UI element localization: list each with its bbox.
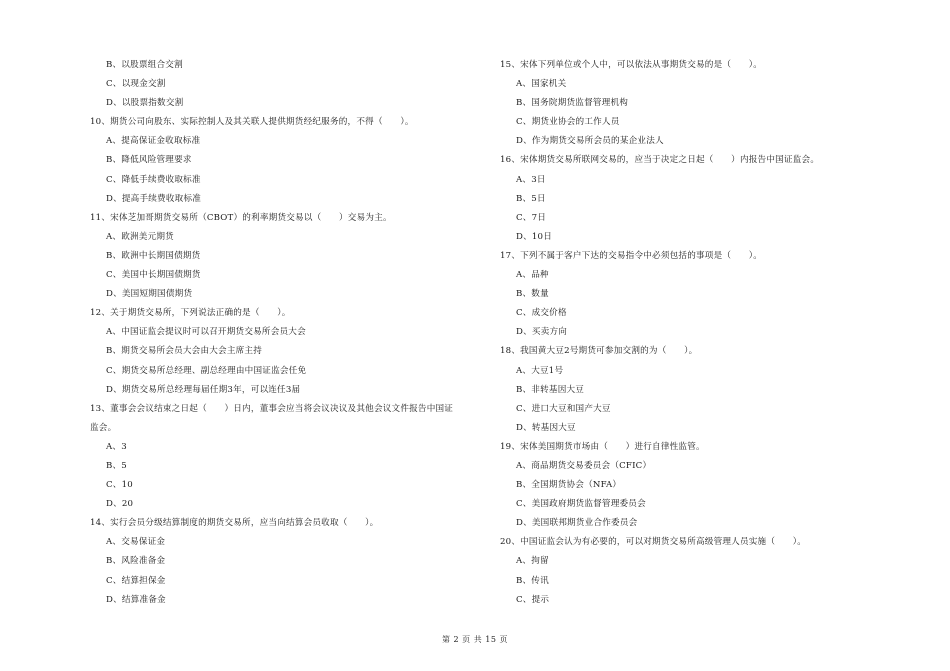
question-text: 20、中国证监会认为有必要的，可以对期货交易所高级管理人员实施（ ）。 xyxy=(500,537,807,548)
answer-option: C、期货交易所总经理、副总经理由中国证监会任免 xyxy=(106,365,307,376)
question-text: 14、实行会员分级结算制度的期货交易所，应当向结算会员收取（ ）。 xyxy=(90,518,379,529)
answer-option: D、美国联邦期货业合作委员会 xyxy=(516,518,638,529)
answer-option: A、欧洲美元期货 xyxy=(106,231,174,242)
question-text: 18、我国黄大豆2号期货可参加交割的为（ ）。 xyxy=(500,346,698,357)
answer-option: B、传讯 xyxy=(516,575,549,586)
answer-option: A、提高保证金收取标准 xyxy=(106,136,201,147)
answer-option: C、结算担保金 xyxy=(106,575,166,586)
left-column xyxy=(90,56,480,610)
answer-option: D、转基因大豆 xyxy=(516,422,576,433)
answer-option: C、期货业协会的工作人员 xyxy=(516,117,620,128)
answer-option: A、商品期货交易委员会（CFIC） xyxy=(516,460,652,471)
answer-option: A、中国证监会提议时可以召开期货交易所会员大会 xyxy=(106,327,306,338)
answer-option: C、10 xyxy=(106,480,133,491)
answer-option: B、期货交易所会员大会由大会主席主持 xyxy=(106,346,263,357)
right-column xyxy=(500,56,890,610)
answer-option: D、以股票指数交割 xyxy=(106,98,184,109)
answer-option: A、3日 xyxy=(516,174,546,185)
answer-option: A、品种 xyxy=(516,270,549,281)
answer-option: B、以股票组合交割 xyxy=(106,60,183,70)
answer-option: C、提示 xyxy=(516,594,550,605)
answer-option: C、进口大豆和国产大豆 xyxy=(516,403,611,414)
answer-option: A、大豆1号 xyxy=(516,365,564,376)
answer-option: C、成交价格 xyxy=(516,308,567,319)
answer-option: D、美国短期国债期货 xyxy=(106,289,193,300)
answer-option: B、欧洲中长期国债期货 xyxy=(106,250,201,261)
answer-option: B、全国期货协会（NFA） xyxy=(516,480,622,491)
answer-option: B、国务院期货监督管理机构 xyxy=(516,98,629,109)
answer-option: A、国家机关 xyxy=(516,79,567,90)
question-text-continued: 监会。 xyxy=(90,422,117,433)
answer-option: C、7日 xyxy=(516,212,547,223)
question-text: 19、宋体美国期货市场由（ ）进行自律性监管。 xyxy=(500,441,705,452)
answer-option: D、10日 xyxy=(516,231,553,242)
answer-option: B、降低风险管理要求 xyxy=(106,155,192,166)
answer-option: D、期货交易所总经理每届任期3年，可以连任3届 xyxy=(106,384,301,395)
answer-option: B、5 xyxy=(106,460,127,471)
answer-option: D、买卖方向 xyxy=(516,327,568,338)
answer-option: B、风险准备金 xyxy=(106,556,166,567)
answer-option: A、交易保证金 xyxy=(106,537,166,548)
answer-option: C、以现金交割 xyxy=(106,79,166,90)
question-text: 17、下列不属于客户下达的交易指令中必须包括的事项是（ ）。 xyxy=(500,250,763,261)
answer-option: B、非转基因大豆 xyxy=(516,384,585,395)
answer-option: B、数量 xyxy=(516,289,549,300)
answer-option: A、3 xyxy=(106,441,127,452)
question-text: 12、关于期货交易所，下列说法正确的是（ ）。 xyxy=(90,308,291,319)
question-text: 13、董事会会议结束之日起（ ）日内，董事会应当将会议决议及其他会议文件报告中国证 xyxy=(90,403,454,414)
answer-option: B、5日 xyxy=(516,193,546,204)
question-text: 15、宋体下列单位或个人中，可以依法从事期货交易的是（ ）。 xyxy=(500,60,763,70)
question-text: 16、宋体期货交易所联网交易的，应当于决定之日起（ ）内报告中国证监会。 xyxy=(500,155,820,166)
answer-option: D、提高手续费收取标准 xyxy=(106,193,202,204)
answer-option: A、拘留 xyxy=(516,556,549,567)
answer-option: C、美国政府期货监督管理委员会 xyxy=(516,499,646,510)
page-footer: 第 2 页 共 15 页 xyxy=(442,635,508,644)
answer-option: D、20 xyxy=(106,499,134,510)
answer-option: C、降低手续费收取标准 xyxy=(106,174,201,185)
answer-option: D、作为期货交易所会员的某企业法人 xyxy=(516,136,664,147)
question-text: 10、期货公司向股东、实际控制人及其关联人提供期货经纪服务的，不得（ ）。 xyxy=(90,117,414,128)
answer-option: D、结算准备金 xyxy=(106,594,166,605)
answer-option: C、美国中长期国债期货 xyxy=(106,270,201,281)
question-text: 11、宋体芝加哥期货交易所（CBOT）的利率期货交易以（ ）交易为主。 xyxy=(90,212,392,223)
